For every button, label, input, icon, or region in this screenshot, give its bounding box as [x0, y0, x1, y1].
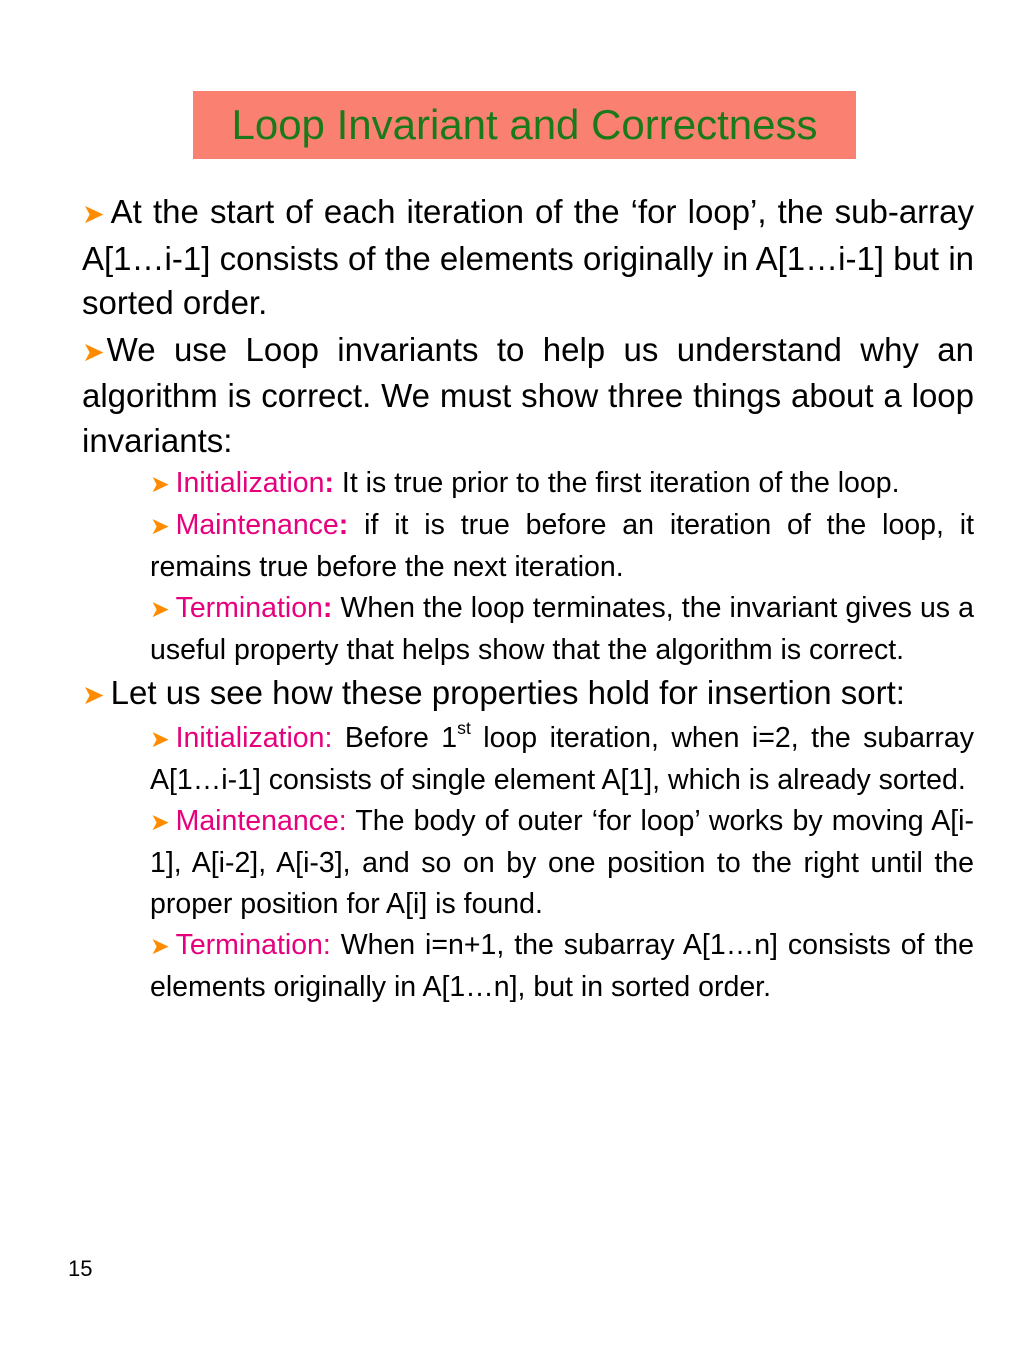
arrowhead-right-icon: ➤: [150, 471, 170, 497]
sub-bullet-text: The body of outer ‘for loop’ works by moving A[i-1], A[i-2], A[i-3], and so on by one position to the right until the proper position for A[i] is found.: [150, 804, 974, 920]
bullet-text: Let us see how these properties hold for insertion sort:: [110, 674, 905, 711]
sub-bullet-text: When i=n+1, the subarray A[1…n] consists of the elements originally in A[1…n], but in sorted order.: [150, 928, 974, 1003]
arrowhead-right-icon: ➤: [150, 725, 170, 752]
arrowhead-right-icon: ➤: [82, 336, 105, 367]
sub-bullet-text-cont: loop iteration, when i=2, the subarray A[1…i-1] consists of single element A[1], which is already sorted.: [150, 721, 974, 796]
term-colon: :: [322, 592, 333, 624]
term-label: Termination:: [175, 928, 331, 961]
term-label: Maintenance:: [175, 804, 347, 837]
sub-bullet-maintenance: [150, 801, 974, 925]
term-label: Initialization: [175, 467, 325, 499]
bullet-text: We use Loop invariants to help us understand why an algorithm is correct. We must show three things about a loop invariants:: [82, 330, 974, 459]
sub-bullet-text: It is true prior to the first iteration of the loop.: [334, 467, 900, 499]
bullet-text: At the start of each iteration of the ‘for loop’, the sub-array A[1…i-1] consists of the elements originally in A[1…i-1] but in sorted order.: [82, 193, 974, 321]
bullet-loop-invariant-definition: [82, 190, 974, 326]
term-label: Initialization:: [175, 721, 333, 754]
slide-title: Loop Invariant and Correctness: [231, 101, 818, 148]
bullet-insertion-sort: [82, 671, 974, 718]
term-colon: :: [324, 467, 334, 499]
sub-bullet-text: When the loop terminates, the invariant gives us a useful property that helps show that the algorithm is correct.: [150, 592, 974, 666]
term-colon: :: [338, 509, 349, 541]
sub-bullet-initialization: [150, 718, 974, 801]
sub-bullet-text: if it is true before an iteration of the loop, it remains true before the next iteration.: [150, 509, 974, 583]
slide-title-box: [193, 91, 856, 159]
term-label: Maintenance: [175, 509, 339, 541]
bullet-why-invariants: [82, 328, 974, 464]
arrowhead-right-icon: ➤: [150, 596, 170, 622]
page-number: 15: [68, 1256, 93, 1281]
arrowhead-right-icon: ➤: [82, 680, 105, 710]
arrowhead-right-icon: ➤: [82, 199, 105, 229]
sub-bullet-termination: [150, 588, 974, 671]
sub-bullet-initialization: [150, 463, 974, 505]
sub-bullet-maintenance: [150, 505, 974, 588]
sub-bullet-text: Before 1: [332, 721, 458, 754]
invariant-properties-list: [82, 463, 974, 671]
arrowhead-right-icon: ➤: [150, 513, 170, 539]
insertion-sort-properties-list: [82, 718, 974, 1008]
ordinal-suffix: st: [457, 717, 471, 738]
sub-bullet-termination: [150, 925, 974, 1008]
term-label: Termination: [175, 592, 323, 624]
arrowhead-right-icon: ➤: [150, 808, 170, 835]
slide-content: [82, 190, 974, 1008]
arrowhead-right-icon: ➤: [150, 932, 170, 959]
